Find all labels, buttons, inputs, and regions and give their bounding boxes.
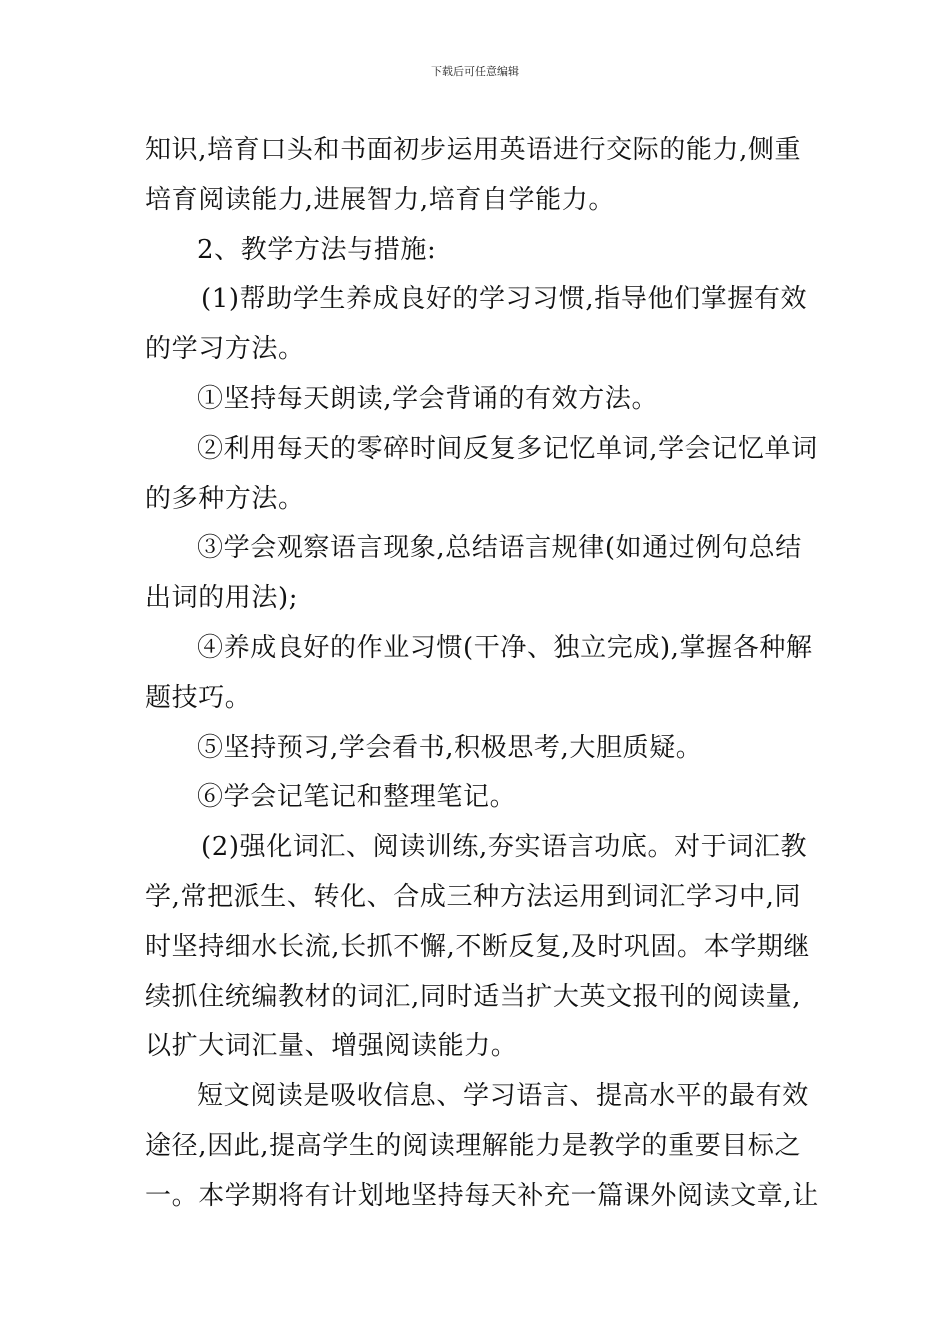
item-2-line-5: 以扩大词汇量、增强阅读能力。 <box>145 1031 518 1062</box>
reading-paragraph-line-1: 短文阅读是吸收信息、学习语言、提高水平的最有效 <box>197 1081 809 1112</box>
reading-paragraph-line-3: 一。本学期将有计划地坚持每天补充一篇课外阅读文章,让 <box>145 1180 819 1211</box>
subitem-1: ①坚持每天朗读,学会背诵的有效方法。 <box>197 383 659 414</box>
subitem-4-line-1: ④养成良好的作业习惯(干净、独立完成),掌握各种解 <box>197 632 813 663</box>
subitem-6: ⑥学会记笔记和整理笔记。 <box>197 782 517 813</box>
subitem-4-line-2: 题技巧。 <box>145 682 252 713</box>
document-body <box>145 126 819 1222</box>
subitem-5: ⑤坚持预习,学会看书,积极思考,大胆质疑。 <box>197 732 703 763</box>
reading-paragraph-line-2: 途径,因此,提高学生的阅读理解能力是教学的重要目标之 <box>145 1130 802 1161</box>
item-2-line-1: (2)强化词汇、阅读训练,夯实语言功底。对于词汇教 <box>201 832 808 863</box>
subitem-2-line-1: ②利用每天的零碎时间反复多记忆单词,学会记忆单词 <box>197 433 818 464</box>
paragraph-1-line-1: 知识,培育口头和书面初步运用英语进行交际的能力,侧重 <box>145 135 802 165</box>
subitem-2-line-2: 的多种方法。 <box>145 483 305 514</box>
item-1-line-1: (1)帮助学生养成良好的学习习惯,指导他们掌握有效 <box>201 284 808 315</box>
subitem-3-line-1: ③学会观察语言现象,总结语言规律(如通过例句总结 <box>197 533 802 564</box>
item-1-line-2: 的学习方法。 <box>145 334 305 365</box>
subitem-3-line-2: 出词的用法); <box>145 583 299 614</box>
item-2-line-4: 续抓住统编教材的词汇,同时适当扩大英文报刊的阅读量, <box>145 981 802 1012</box>
paragraph-1-line-2: 培育阅读能力,进展智力,培育自学能力。 <box>145 184 615 215</box>
item-2-line-3: 时坚持细水长流,长抓不懈,不断反复,及时巩固。本学期继 <box>145 931 810 962</box>
page-header-note: 下载后可任意编辑 <box>431 65 519 78</box>
section-heading-methods: 2、教学方法与措施: <box>197 234 437 265</box>
item-2-line-2: 学,常把派生、转化、合成三种方法运用到词汇学习中,同 <box>145 881 802 912</box>
